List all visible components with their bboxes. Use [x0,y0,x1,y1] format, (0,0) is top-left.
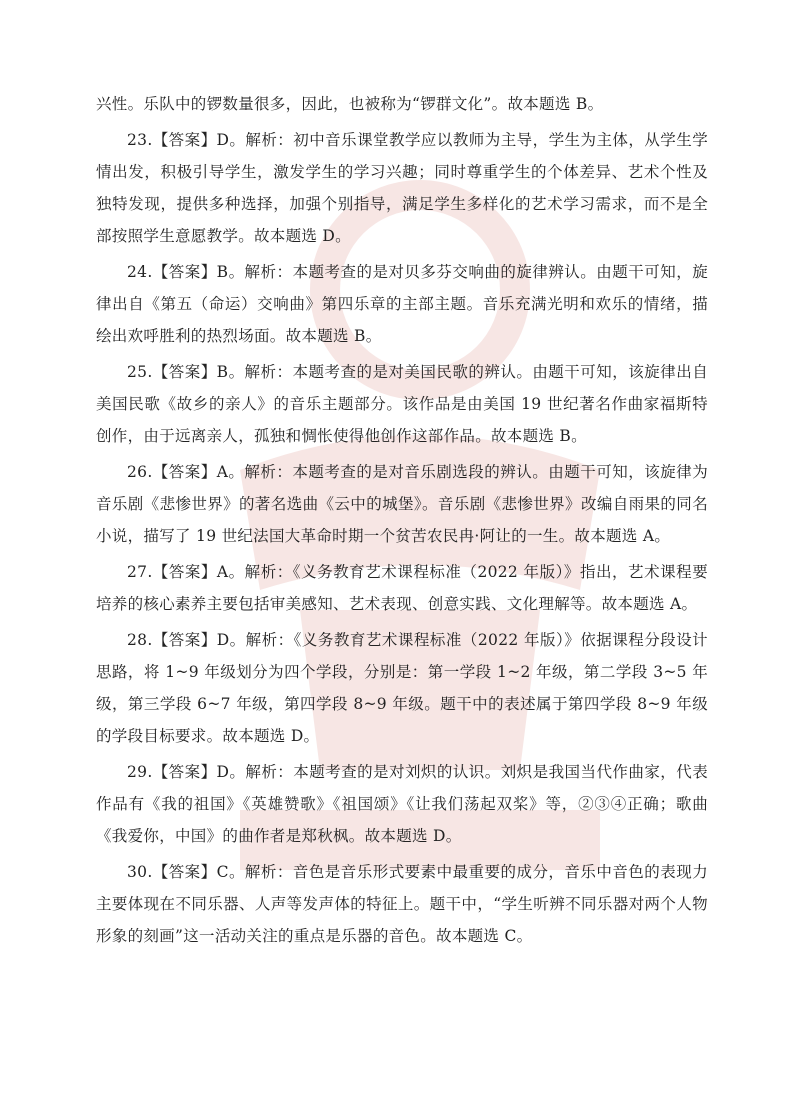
paragraph-continued: 兴性。乐队中的锣数量很多，因此，也被称为“锣群文化”。故本题选 B。 [96,95,604,113]
answer-28: 28.【答案】D。解析：《义务教育艺术课程标准（2022 年版）》依据课程分段设计思路，将 1~9 年级划分为四个学段，分别是：第一学段 1~2 年级，第二学段 3~5 年级，第三学段 6~7 年级，第四学段 8~9 年级。题干中的表述属于第四学段 8~9 年级的学段目标要求。故本题选 D。 [96,631,708,745]
answer-27: 27.【答案】A。解析：《义务教育艺术课程标准（2022 年版）》指出，艺术课程要培养的核心素养主要包括审美感知、艺术表现、创意实践、文化理解等。故本题选 A。 [96,563,708,613]
answer-26: 26.【答案】A。解析：本题考查的是对音乐剧选段的辨认。由题干可知，该旋律为音乐剧《悲惨世界》的著名选曲《云中的城堡》。音乐剧《悲惨世界》改编自雨果的同名小说，描写了 19 世纪法国大革命时期一个贫苦农民冉·阿让的一生。故本题选 A。 [96,463,708,545]
answer-25: 25.【答案】B。解析：本题考查的是对美国民歌的辨认。由题干可知，该旋律出自美国民歌《故乡的亲人》的音乐主题部分。该作品是由美国 19 世纪著名作曲家福斯特创作，由于远离亲人，孤独和惆怅使得他创作这部作品。故本题选 B。 [96,363,708,445]
answer-23: 23.【答案】D。解析：初中音乐课堂教学应以教师为主导，学生为主体，从学生学情出发，积极引导学生，激发学生的学习兴趣；同时尊重学生的个体差异、艺术个性及独特发现，提供多种选择，加强个别指导，满足学生多样化的艺术学习需求，而不是全部按照学生意愿教学。故本题选 D。 [96,131,708,245]
answer-24: 24.【答案】B。解析：本题考查的是对贝多芬交响曲的旋律辨认。由题干可知，旋律出自《第五（命运）交响曲》第四乐章的主部主题。音乐充满光明和欢乐的情绪，描绘出欢呼胜利的热烈场面。故本题选 B。 [96,263,708,345]
answer-29: 29.【答案】D。解析：本题考查的是对刘炽的认识。刘炽是我国当代作曲家，代表作品有《我的祖国》《英雄赞歌》《祖国颂》《让我们荡起双桨》等，②③④正确；歌曲《我爱你，中国》的曲作者是郑秋枫。故本题选 D。 [96,763,708,845]
answer-explanations [96,88,708,956]
answer-30: 30.【答案】C。解析：音色是音乐形式要素中最重要的成分，音乐中音色的表现力主要体现在不同乐器、人声等发声体的特征上。题干中，“学生听辨不同乐器对两个人物形象的刻画”这一活动关注的重点是乐器的音色。故本题选 C。 [96,863,708,945]
